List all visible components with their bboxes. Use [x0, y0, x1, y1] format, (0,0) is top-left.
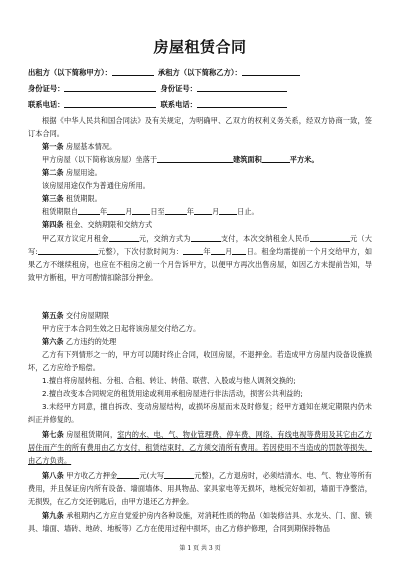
article-2-text: 该房屋用途仅作为普通住房所用。 [42, 181, 150, 190]
article-6-heading: 第六条 乙方违约的处理 [42, 337, 117, 346]
lessor-name-blank [112, 67, 154, 76]
article-6-item-3: 3.未经甲方同意，擅自拆改、变动房屋结构，或损坏房屋而未及时修复；经甲方通知在规定期限内仍未纠正并修复的。 [28, 402, 372, 424]
article-9-paragraph: 第九条 承租期内乙方应自觉爱护房内各种设施，对消耗性质的物品（如装修洁具、水龙头、门、窗、锁具、墙面、墙砖、地砖、地板等）乙方在使用过程中损坏，由乙方修护修理，合同到期保持物品 [28, 511, 372, 533]
id-row [28, 83, 287, 94]
phone-row [28, 99, 287, 110]
phone-label-lessee: 联系电话： [160, 100, 197, 109]
address-blank [157, 154, 233, 163]
lessor-label: 出租方（以下简称甲方）： [28, 68, 112, 77]
article-3-heading: 第三条 租赁期限。 [42, 194, 102, 203]
article-5-text: 甲方应于本合同生效之日起将该房屋交付给乙方。 [42, 324, 201, 333]
page-footer: 第 1 页 共 3 页 [179, 545, 221, 552]
article-6-paragraph: 乙方有下列情形之一的，甲方可以随时终止合同，收回房屋，不退押金。若造成甲方房屋内设备设施损坏，乙方应给予赔偿。 [28, 350, 372, 372]
id-label-lessor: 身份证号： [28, 84, 65, 93]
phone-label-lessor: 联系电话： [28, 100, 65, 109]
intro-paragraph: 根据《中华人民共和国合同法》及有关规定，为明确甲、乙双方的权利义务关系，经双方协商一致，签订本合同。 [28, 116, 372, 138]
article-1-text: 甲方房屋（以下简称该房屋）坐落于 建筑面积 平方米。 [42, 155, 319, 164]
article-6-item-1: 1.擅自将房屋转租、分租、合租、转让、转借、联营、入股或与他人调剂交换的; [42, 376, 296, 385]
article-5-heading: 第五条 交付房屋期限 [42, 311, 110, 320]
article-4-paragraph: 甲乙双方议定月租金 元，交纳方式为 支付，本次交纳租金人民币 元（大写: 元整），下次付款时间为： 年 月 日。租金均需提前一个月交给甲方，如果乙方不继续租房，也应在不租房之前一个月告诉甲方，以便甲方再次出售房屋，如因乙方未提前告知，导致甲方断租，甲方可酌情扣除部分押金。 [28, 234, 373, 282]
article-1-heading: 第一条 房屋基本情况。 [42, 142, 117, 151]
article-2-heading: 第二条 房屋用途。 [42, 168, 102, 177]
area-blank [262, 154, 290, 163]
id-label-lessee: 身份证号： [160, 84, 197, 93]
id-blank-lessee [197, 83, 287, 92]
article-8-paragraph: 第八条 甲方收乙方押金 元(大写 元整)，乙方退房时，必须结清水、电、气、物业等所有费用，并且保证房内所有设备、墙面墙体、用具物品、家具家电等无损坏，地板完好如初，墙面干净整洁，无损毁，在乙方交还钥匙后，由甲方退还乙方押金。 [28, 471, 372, 506]
article-6-item-2: 2.擅自改变本合同规定的租赁用途或利用承租房屋进行非法活动，损害公共利益的; [42, 389, 303, 398]
article-3-text: 租赁期限自 年 月 日至 年 月 日止。 [42, 207, 259, 216]
article-4-heading: 第四条 租金、交纳期限和交纳方式 [42, 220, 153, 229]
phone-blank-lessee [197, 99, 287, 108]
document-title: 房屋租赁合同 [153, 38, 247, 56]
id-blank-lessor [64, 83, 156, 92]
lessee-name-blank [242, 67, 300, 76]
article-7-paragraph: 第七条 房屋租赁期间，室内的水、电、气、物业管理费、停车费、网络、有线电视等费用及其它由乙方居住而产生的所有费用由乙方支付，租赁结束时，乙方须交清所有费用。若因使用不当造成的罚款等损失，由乙方负责。 [28, 430, 372, 465]
phone-blank-lessor [64, 99, 156, 108]
lessor-row [28, 67, 300, 78]
lessee-label: 承租方（以下简称乙方）： [157, 68, 242, 77]
